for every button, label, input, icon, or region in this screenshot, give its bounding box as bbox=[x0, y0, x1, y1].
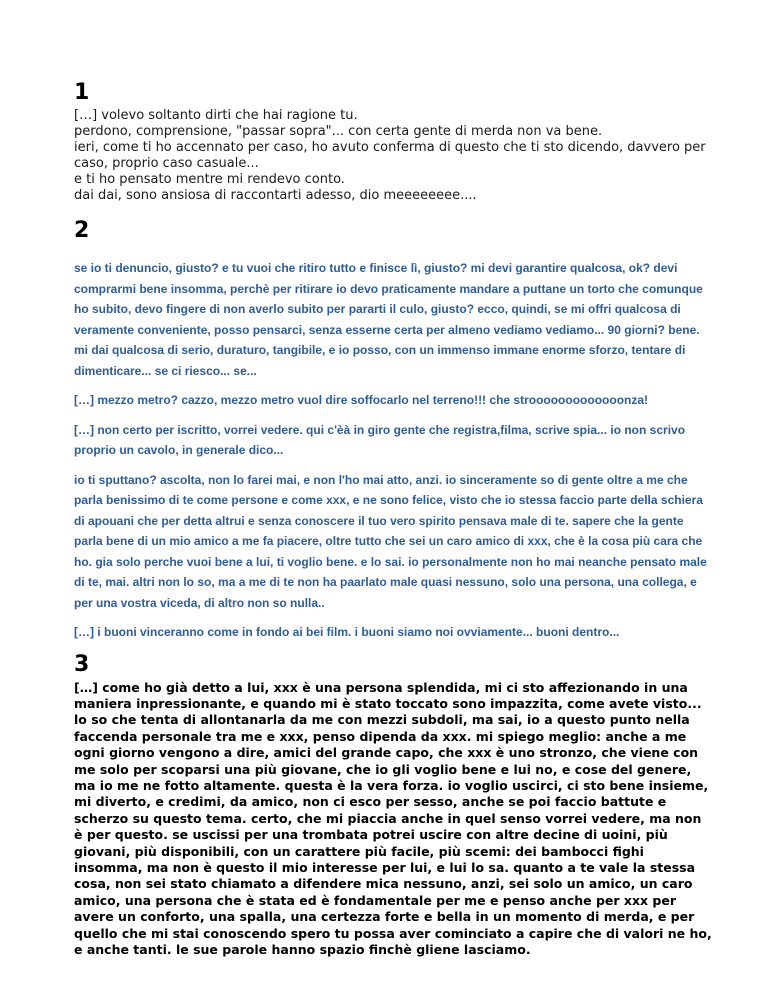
paragraph: dai dai, sono ansiosa di raccontarti adesso, dio meeeeeeee.... bbox=[74, 188, 477, 203]
paragraph: perdono, comprensione, "passar sopra"... con certa gente di merda non va bene. bbox=[74, 124, 603, 139]
section-heading: 3 bbox=[74, 651, 90, 677]
paragraph: io ti sputtano? ascolta, non lo farei mai, e non l'ho mai atto, anzi. io sinceramente so di gente oltre a me che parla benissimo di te come persone e come xxx, e ne sono felice, visto che io stessa faccio parte della schiera di apouani che per detta altrui e senza conoscere il tuo vero spirito pensava male di te. sapere che la gente parla bene di un mio amico a me fa piacere, oltre tutto che sei un caro amico di xxx, che è la cosa più cara che ho. gia solo perche vuoi bene a lui, ti voglio bene. e lo sai. io personalmente non ho mai neanche pensato male di te, mai. altri non lo so, ma a me di te non ha paarlato male quasi nessuno, solo una persona, una collega, e per una vostra viceda, di altro non so nulla.. bbox=[74, 472, 707, 610]
paragraph: […] mezzo metro? cazzo, mezzo metro vuol dire soffocarlo nel terreno!!! che strooooooooooooonza! bbox=[74, 393, 649, 407]
section-heading: 2 bbox=[74, 218, 90, 243]
section-heading: 1 bbox=[74, 80, 90, 105]
paragraph: […] volevo soltanto dirti che hai ragione tu. bbox=[74, 108, 358, 123]
section-2-body bbox=[74, 258, 714, 643]
paragraph: e ti ho pensato mentre mi rendevo conto. bbox=[74, 172, 345, 187]
section-3-body bbox=[74, 680, 714, 959]
paragraph: se io ti denuncio, giusto? e tu vuoi che ritiro tutto e finisce lì, giusto? mi devi garantire qualcosa, ok? devi comprarmi bene insomma, perchè per ritirare io devo praticamente mandare a puttane un torto che comunque ho subito, devo fingere di non averlo subito per pararti il culo, giusto? ecco, quindi, se mi offri qualcosa di veramente conveniente, posso pensarci, senza esserne certa per almeno vediamo vediamo... 90 giorni? bene. mi dai qualcosa di serio, duraturo, tangibile, e io posso, con un immenso immane enorme sforzo, tentare di dimenticare... se ci riesco... se... bbox=[74, 261, 703, 378]
document-page bbox=[74, 80, 714, 958]
section-1-body bbox=[74, 108, 714, 204]
paragraph: […] non certo per iscritto, vorrei vedere. qui c'èà in giro gente che registra,filma, scrive spia... io non scrivo proprio un cavolo, in generale dico... bbox=[74, 422, 686, 457]
paragraph: ieri, come ti ho accennato per caso, ho avuto conferma di questo che ti sto dicendo, davvero per caso, proprio caso casuale... bbox=[74, 140, 706, 171]
paragraph: […] i buoni vinceranno come in fondo ai bei film. i buoni siamo noi ovviamente... buoni dentro... bbox=[74, 625, 620, 639]
paragraph: […] come ho già detto a lui, xxx è una persona splendida, mi ci sto affezionando in una maniera inpressionante, e quando mi è stato toccato sono impazzita, come avete visto... lo so che tenta di allontanarla da me con mezzi subdoli, ma sai, io a questo punto nella faccenda personale tra me e xxx, penso dipenda da xxx. mi spiego meglio: anche a me ogni giorno vengono a dire, amici del grande capo, che xxx è uno stronzo, che viene con me solo per scoparsi una più giovane, che io gli voglio bene e lui no, e cose del genere, ma io me ne fotto altamente. questa è la vera forza. io voglio uscirci, ci sto bene insieme, mi diverto, e credimi, da amico, non ci esco per sesso, anche se poi faccio battute e scherzo su questo tema. certo, che mi piaccia anche in quel senso vorrei vedere, ma non è per questo. se uscissi per una trombata potrei uscire con altre decine di uoini, più giovani, più disponibili, con un carattere più facile, più scemi: dei bambocci fighi insomma, ma non è questo il mio interesse per lui, e lui lo sa. quanto a te vale la stessa cosa, non sei stato chiamato a difendere mica nessuno, anzi, sei solo un amico, un caro amico, una persona che è stata ed è fondamentale per me e penso anche per xxx per avere un conforto, una spalla, una certezza forte e bella in un momento di merda, e per quello che mi stai conoscendo spero tu possa aver cominciato a capire che di valori ne ho, e anche tanti. le sue parole hanno spazio finchè gliene lasciamo. bbox=[74, 679, 712, 957]
